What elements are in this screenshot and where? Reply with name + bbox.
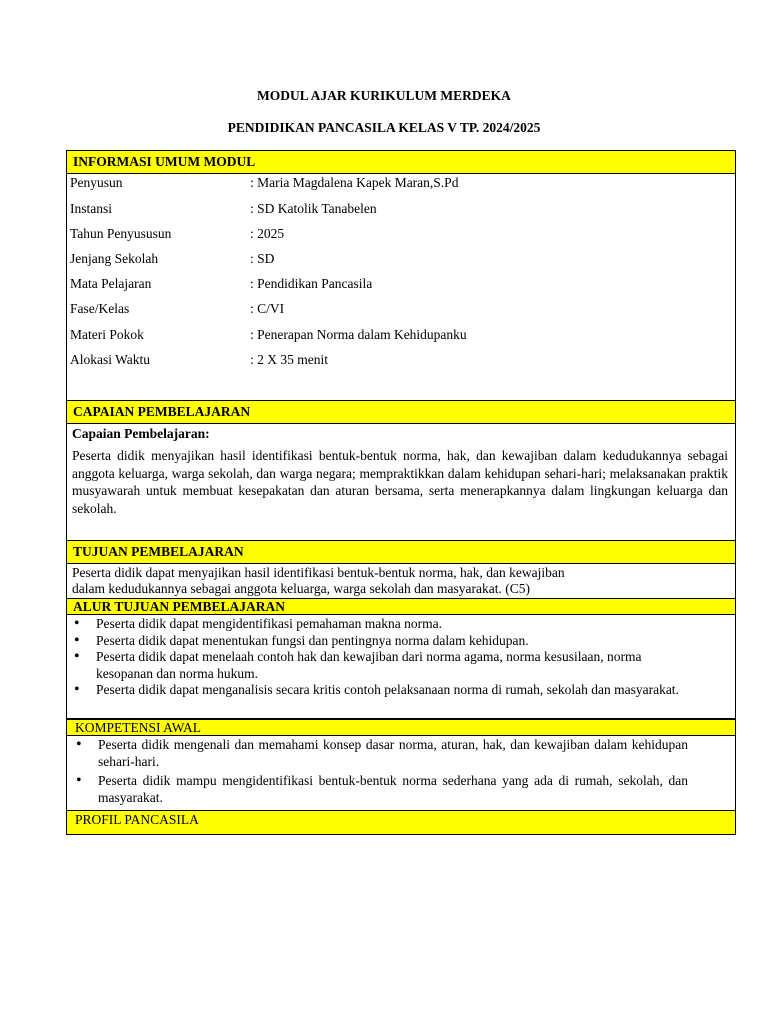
info-label: Jenjang Sekolah (70, 251, 159, 266)
tujuan-line: Peserta didik dapat menyajikan hasil identifikasi bentuk-bentuk norma, hak, dan kewajiban (72, 565, 565, 580)
list-item: • Peserta didik dapat mengidentifikasi pemahaman makna norma. (70, 616, 698, 633)
tujuan-line: dalam kedudukannya sebagai anggota keluarga, warga sekolah dan masyarakat. (C5) (72, 581, 530, 596)
info-value: : Maria Magdalena Kapek Maran,S.Pd (250, 175, 459, 190)
info-value: : Pendidikan Pancasila (250, 276, 373, 291)
info-value: : 2 X 35 menit (250, 352, 328, 367)
profil-header: PROFIL PANCASILA (66, 810, 736, 835)
alur-list (70, 616, 698, 699)
info-label: Materi Pokok (70, 327, 144, 342)
info-value: : 2025 (250, 226, 285, 241)
capaian-header: CAPAIAN PEMBELAJARAN (66, 400, 736, 424)
kompetensi-list (72, 737, 688, 806)
info-value: : SD Katolik Tanabelen (250, 201, 377, 216)
list-item: • Peserta didik mengenali dan memahami konsep dasar norma, aturan, hak, dan kewajiban dalam kehidupan sehari-hari. (72, 737, 688, 770)
kompetensi-header: KOMPETENSI AWAL (66, 719, 736, 736)
list-item: • Peserta didik mampu mengidentifikasi bentuk-bentuk norma sederhana yang ada di rumah, sekolah, dan masyarakat. (72, 773, 688, 806)
info-label: Fase/Kelas (70, 301, 130, 316)
list-item: • Peserta didik dapat menentukan fungsi dan pentingnya norma dalam kehidupan. (70, 633, 698, 650)
info-label: Instansi (70, 201, 112, 216)
document-subtitle: PENDIDIKAN PANCASILA KELAS V TP. 2024/2025 (227, 120, 541, 135)
tujuan-text (72, 565, 565, 597)
info-label: Mata Pelajaran (70, 276, 152, 291)
info-label: Penyusun (70, 175, 123, 190)
info-header: INFORMASI UMUM MODUL (66, 150, 736, 174)
info-value: : C/VI (250, 301, 285, 316)
tujuan-header: TUJUAN PEMBELAJARAN (66, 540, 736, 564)
capaian-subtitle: Capaian Pembelajaran: (72, 426, 210, 441)
info-label: Alokasi Waktu (70, 352, 151, 367)
capaian-text: Peserta didik menyajikan hasil identifikasi bentuk-bentuk norma, hak, dan kewajiban dalam kedudukannya sebagai anggota keluarga, warga sekolah, dan warga negara; mempraktikkan dalam kehidupan sehari-hari; melaksanakan praktik musyawarah untuk membuat kesepakatan dan aturan bersama, serta menerapkannya dalam lingkungan keluarga dan sekolah. (72, 448, 728, 516)
info-value: : SD (250, 251, 275, 266)
info-value: : Penerapan Norma dalam Kehidupanku (250, 327, 467, 342)
list-item: • Peserta didik dapat menganalisis secara kritis contoh pelaksanaan norma di rumah, sekolah dan masyarakat. (70, 682, 698, 699)
list-item: • Peserta didik dapat menelaah contoh hak dan kewajiban dari norma agama, norma kesusilaan, norma kesopanan dan norma hukum. (70, 649, 698, 682)
alur-header: ALUR TUJUAN PEMBELAJARAN (66, 598, 736, 615)
document-title: MODUL AJAR KURIKULUM MERDEKA (257, 88, 511, 103)
info-label: Tahun Penyususun (70, 226, 172, 241)
